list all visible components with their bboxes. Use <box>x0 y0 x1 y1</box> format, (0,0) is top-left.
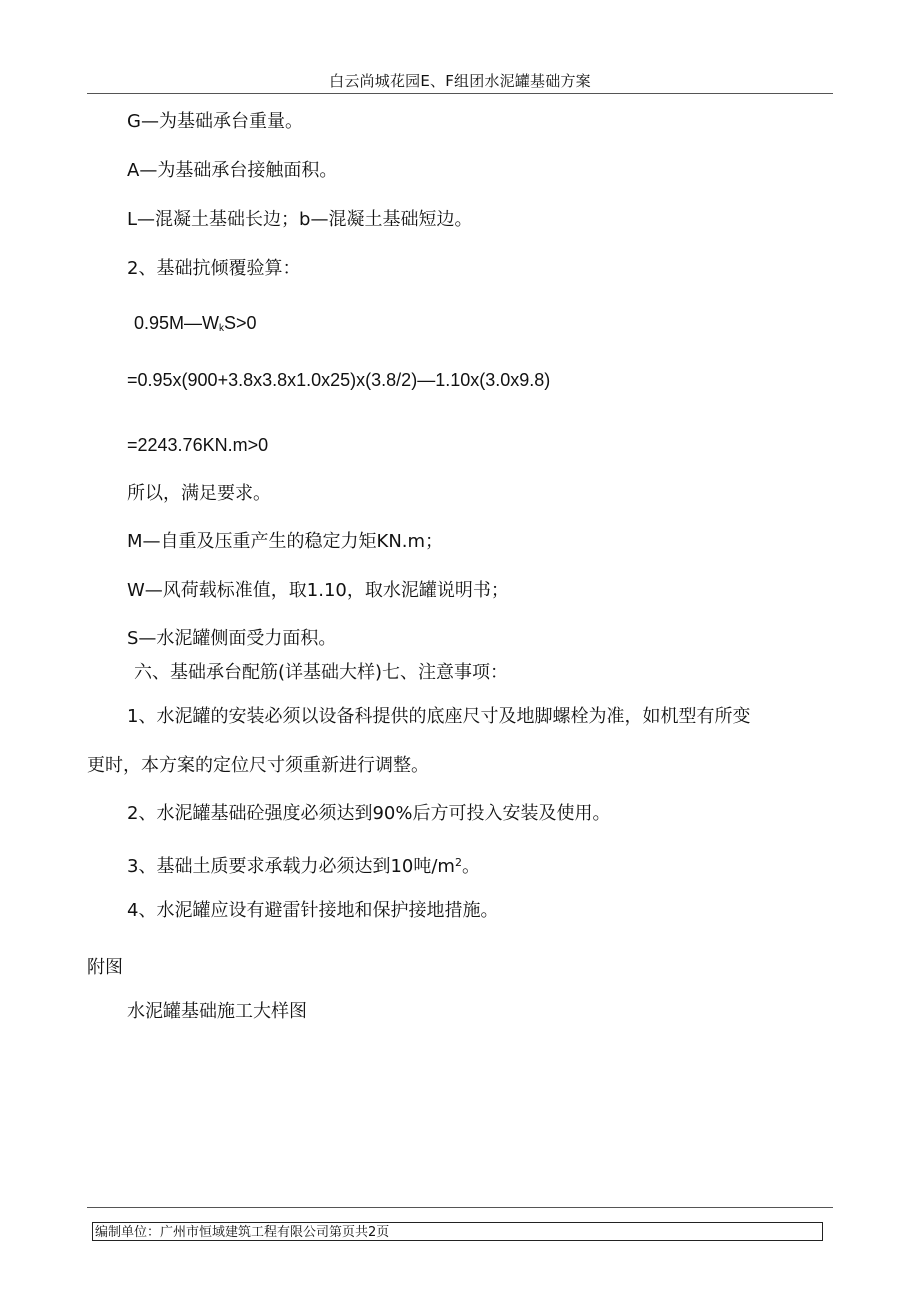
note-2: 2、水泥罐基础砼强度必须达到90%后方可投入安装及使用。 <box>127 803 611 824</box>
formula-calculation: =0.95x(900+3.8x3.8x1.0x25)x(3.8/2)—1.10x(3.0x9.8) <box>127 370 551 390</box>
appendix-item: 水泥罐基础施工大样图 <box>127 1001 307 1022</box>
formula-result: =2243.76KN.m>0 <box>127 435 269 455</box>
note-3-suffix: 。 <box>461 856 480 877</box>
section-6-7-heading: 六、基础承台配筋(详基础大样)七、注意事项： <box>134 662 509 683</box>
note-3-superscript: 2 <box>454 856 462 869</box>
note-3 <box>127 851 480 879</box>
definition-g: G—为基础承台重量。 <box>127 111 303 132</box>
section-2-title: 2、基础抗倾覆验算： <box>127 258 301 279</box>
definition-l-b: L—混凝土基础长边；b—混凝土基础短边。 <box>127 209 473 230</box>
definition-s: S—水泥罐侧面受力面积。 <box>127 628 337 649</box>
formula-1-prefix: 0.95M—W <box>134 313 220 333</box>
footer-info: 编制单位：广州市恒域建筑工程有限公司第页共2页 <box>92 1222 823 1241</box>
formula-overturning-condition <box>134 311 257 341</box>
formula-1-suffix: S>0 <box>224 313 257 333</box>
header-divider <box>87 93 833 94</box>
definition-m: M—自重及压重产生的稳定力矩KN.m； <box>127 531 444 552</box>
conclusion-text: 所以，满足要求。 <box>127 483 271 504</box>
note-4: 4、水泥罐应设有避雷针接地和保护接地措施。 <box>127 900 499 921</box>
formula-1-subscript: k <box>219 323 225 334</box>
note-1-line-1: 1、水泥罐的安装必须以设备科提供的底座尺寸及地脚螺栓为准，如机型有所变 <box>127 706 751 727</box>
footer-divider <box>87 1207 833 1208</box>
appendix-label: 附图 <box>87 957 123 978</box>
note-1-line-2: 更时，本方案的定位尺寸须重新进行调整。 <box>87 755 429 776</box>
page-header-title: 白云尚城花园E、F组团水泥罐基础方案 <box>329 72 591 90</box>
note-3-prefix: 3、基础土质要求承载力必须达到10吨/m <box>127 856 455 877</box>
definition-w: W—风荷载标准值，取1.10，取水泥罐说明书； <box>127 580 509 601</box>
definition-a: A—为基础承台接触面积。 <box>127 160 338 181</box>
